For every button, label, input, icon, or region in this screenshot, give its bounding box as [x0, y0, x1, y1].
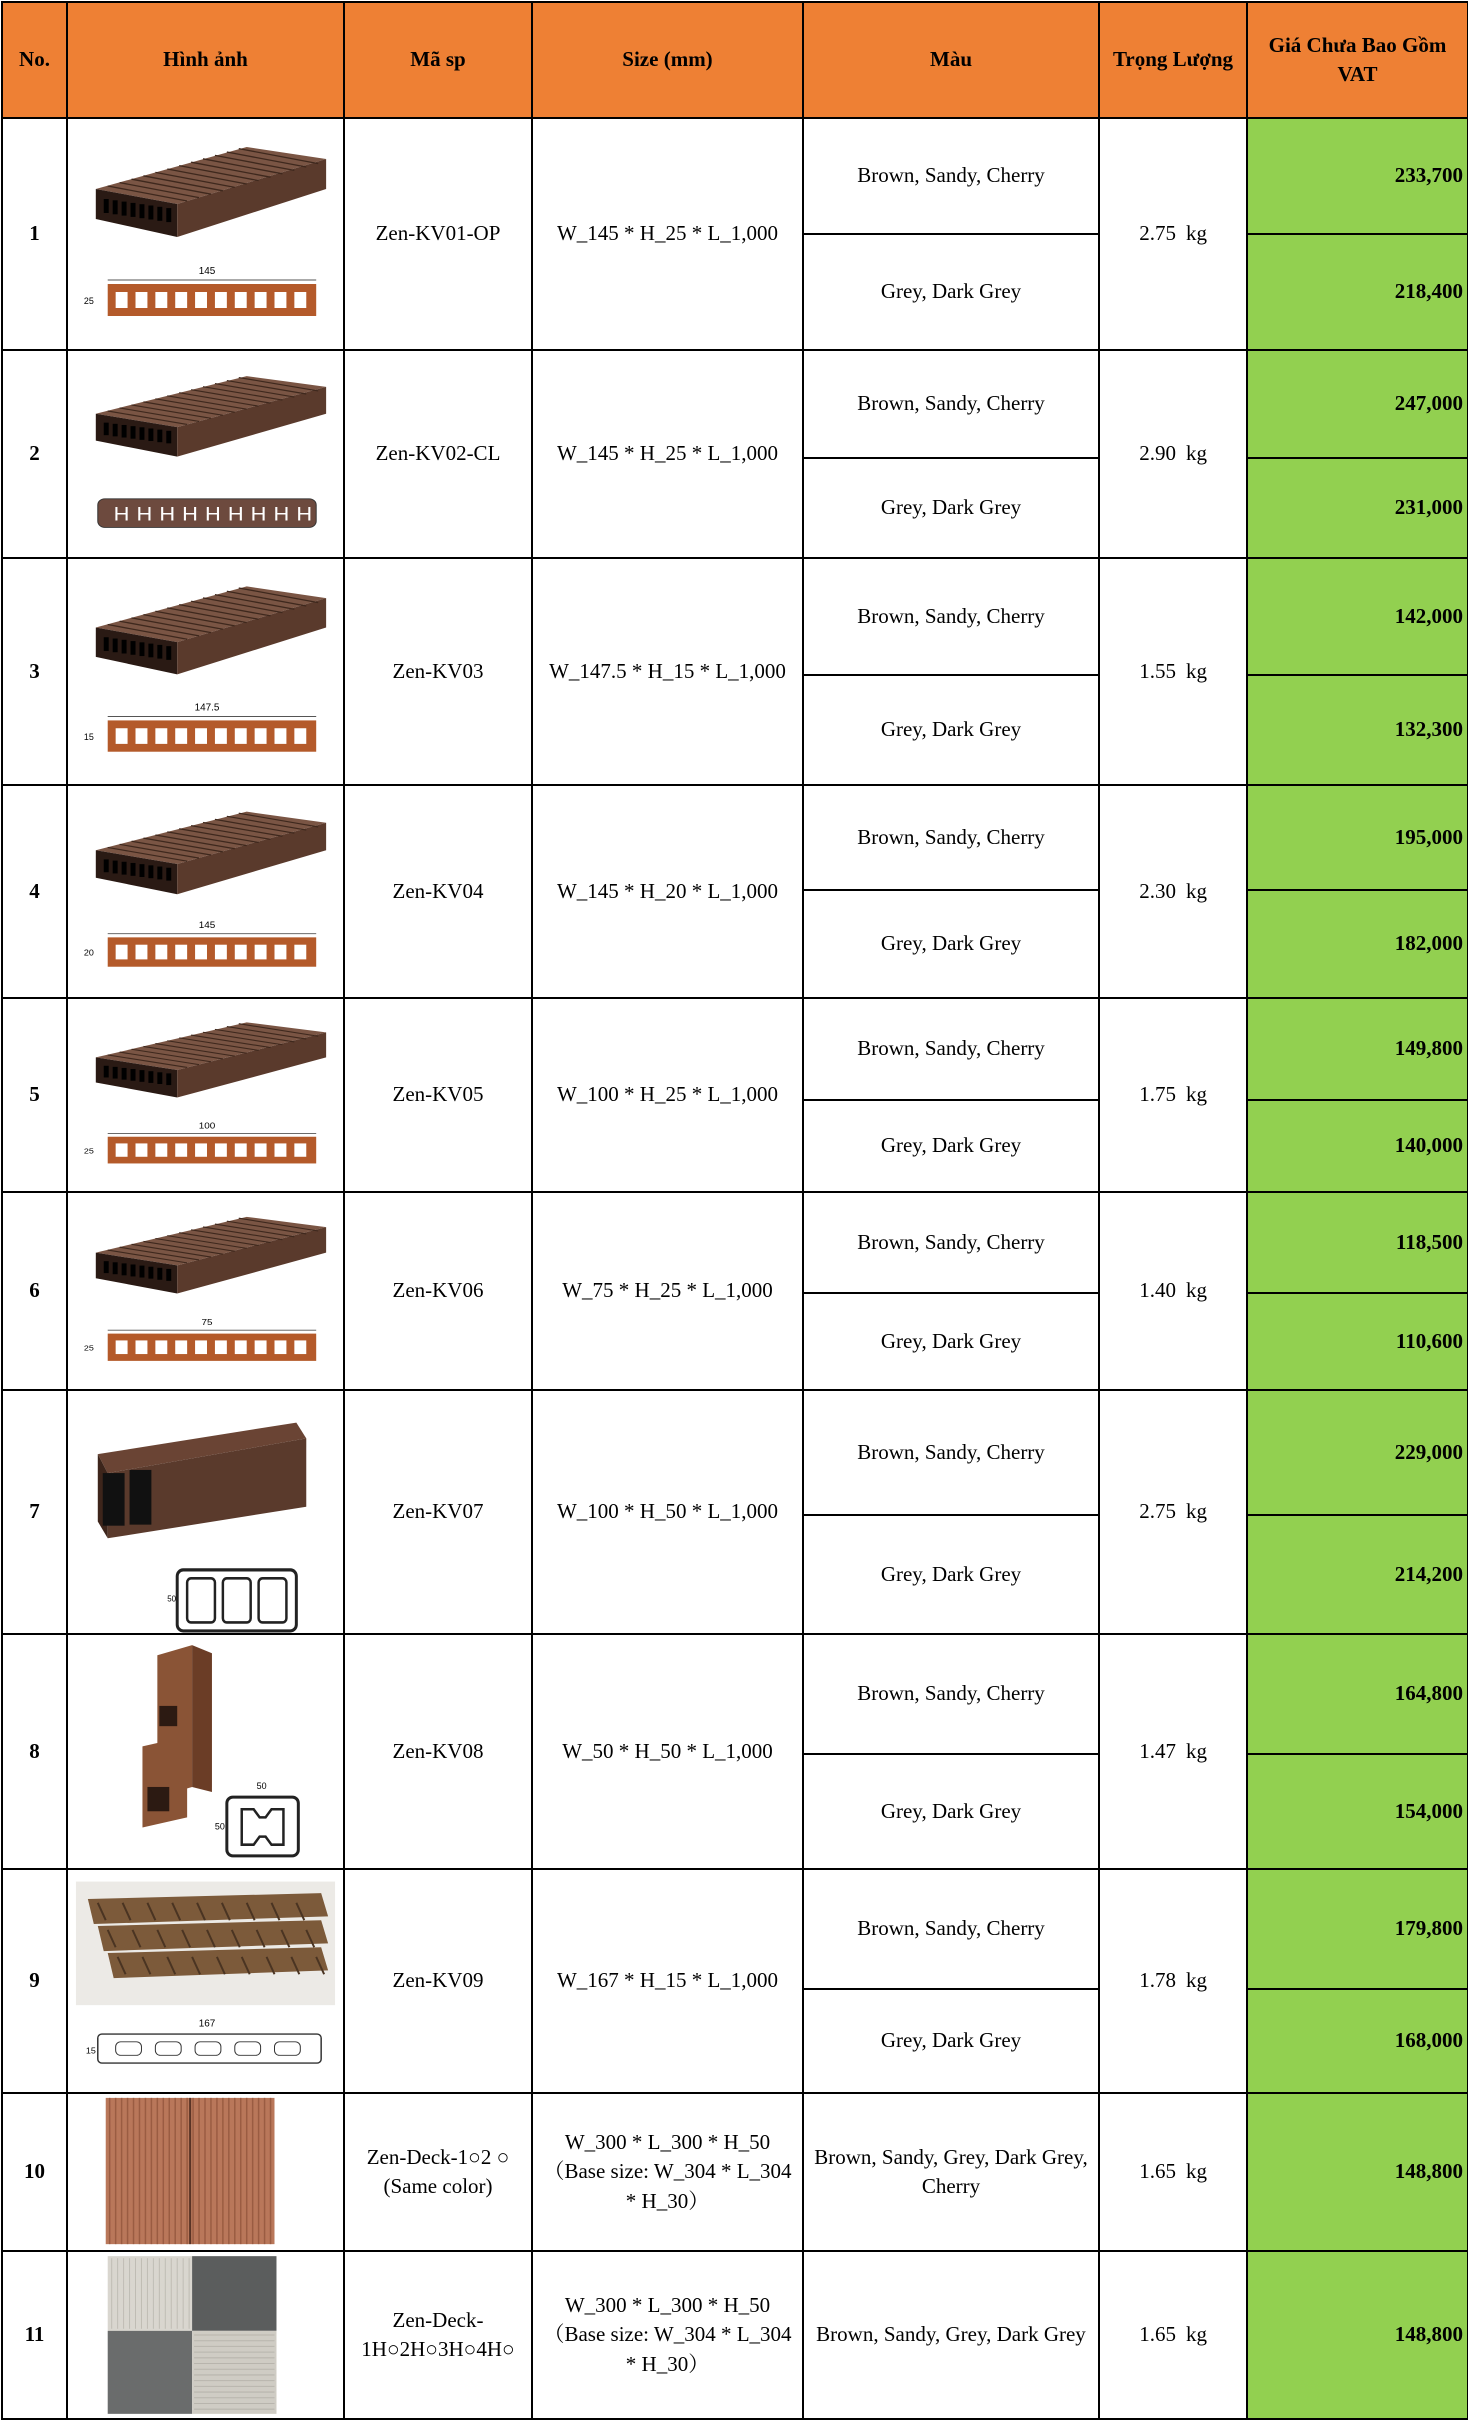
weight-value: 1.65 [1099, 2251, 1180, 2419]
product-image [67, 558, 344, 785]
price-wood: 149,800 [1247, 998, 1468, 1100]
product-size: W_100 * H_50 * L_1,000 [532, 1390, 803, 1634]
weight-unit: kg [1180, 1390, 1247, 1634]
price-grey: 231,000 [1247, 458, 1468, 558]
weight-value: 2.30 [1099, 785, 1180, 998]
color-option-grey: Grey, Dark Grey [803, 890, 1099, 998]
product-size: W_145 * H_25 * L_1,000 [532, 118, 803, 350]
svg-text:H: H [273, 503, 290, 526]
price-wood: 179,800 [1247, 1869, 1468, 1989]
product-image [67, 2251, 344, 2419]
row-number: 2 [2, 350, 67, 558]
decking-board-kv05-icon [68, 999, 343, 1191]
deck-tile-grey-icon [68, 2252, 343, 2418]
product-size: W_147.5 * H_15 * L_1,000 [532, 558, 803, 785]
product-code: Zen-KV07 [344, 1390, 532, 1634]
weight-unit: kg [1180, 2093, 1247, 2251]
product-code: Zen-KV09 [344, 1869, 532, 2093]
weight-value: 2.75 [1099, 1390, 1180, 1634]
color-option-grey: Grey, Dark Grey [803, 234, 1099, 350]
svg-text:25: 25 [83, 1343, 94, 1353]
product-row [2, 558, 1468, 675]
color-options: Brown, Sandy, Grey, Dark Grey [803, 2251, 1099, 2419]
svg-text:15: 15 [85, 2045, 96, 2056]
square-post-kv08-icon [68, 1635, 343, 1868]
product-size: W_145 * H_20 * L_1,000 [532, 785, 803, 998]
weight-value: 1.55 [1099, 558, 1180, 785]
product-row [2, 350, 1468, 458]
weight-value: 1.47 [1099, 1634, 1180, 1869]
product-image [67, 785, 344, 998]
product-image [67, 1634, 344, 1869]
product-code: Zen-KV04 [344, 785, 532, 998]
svg-text:25: 25 [83, 1147, 94, 1156]
product-image [67, 1192, 344, 1390]
product-row [2, 998, 1468, 1100]
svg-text:75: 75 [201, 1317, 213, 1327]
product-size: W_100 * H_25 * L_1,000 [532, 998, 803, 1192]
product-size: W_167 * H_15 * L_1,000 [532, 1869, 803, 2093]
svg-text:H: H [182, 503, 198, 526]
price: 148,800 [1247, 2251, 1468, 2419]
product-size: W_300 * L_300 * H_50 （Base size: W_304 * L_304 * H_30） [532, 2251, 803, 2419]
header-no: No. [2, 2, 67, 118]
svg-text:25: 25 [83, 295, 94, 307]
decking-board-kv04-icon [68, 786, 343, 997]
decking-board-kv06-icon [68, 1193, 343, 1389]
product-size: W_75 * H_25 * L_1,000 [532, 1192, 803, 1390]
product-code: Zen-KV03 [344, 558, 532, 785]
svg-text:H: H [113, 503, 130, 526]
product-price-table [1, 1, 1468, 2420]
row-number: 10 [2, 2093, 67, 2251]
header-price: Giá Chưa Bao Gồm VAT [1247, 2, 1468, 118]
price-wood: 164,800 [1247, 1634, 1468, 1754]
product-image [67, 2093, 344, 2251]
color-option-wood: Brown, Sandy, Cherry [803, 1390, 1099, 1515]
product-row [2, 1634, 1468, 1754]
product-code: Zen-KV08 [344, 1634, 532, 1869]
product-code: Zen-KV02-CL [344, 350, 532, 558]
color-option-wood: Brown, Sandy, Cherry [803, 558, 1099, 675]
color-option-grey: Grey, Dark Grey [803, 458, 1099, 558]
price-grey: 132,300 [1247, 675, 1468, 785]
product-row [2, 1390, 1468, 1515]
header-size: Size (mm) [532, 2, 803, 118]
product-image [67, 1390, 344, 1634]
weight-unit: kg [1180, 1192, 1247, 1390]
weight-unit: kg [1180, 350, 1247, 558]
svg-text:H: H [159, 503, 176, 526]
product-code: Zen-Deck-1○2 ○ (Same color) [344, 2093, 532, 2251]
price-grey: 182,000 [1247, 890, 1468, 998]
color-option-grey: Grey, Dark Grey [803, 675, 1099, 785]
weight-value: 1.40 [1099, 1192, 1180, 1390]
weight-unit: kg [1180, 2251, 1247, 2419]
color-option-wood: Brown, Sandy, Cherry [803, 785, 1099, 890]
product-code: Zen-KV01-OP [344, 118, 532, 350]
svg-text:20: 20 [83, 948, 94, 958]
weight-value: 1.78 [1099, 1869, 1180, 2093]
deck-tile-brown-icon [68, 2094, 343, 2250]
weight-unit: kg [1180, 558, 1247, 785]
header-code: Mã sp [344, 2, 532, 118]
product-code: Zen-KV06 [344, 1192, 532, 1390]
product-size: W_145 * H_25 * L_1,000 [532, 350, 803, 558]
color-option-grey: Grey, Dark Grey [803, 1989, 1099, 2093]
row-number: 1 [2, 118, 67, 350]
product-image [67, 998, 344, 1192]
decking-board-kv01-icon [68, 119, 343, 349]
svg-text:H: H [205, 503, 221, 526]
svg-text:H: H [250, 503, 267, 526]
svg-text:145: 145 [198, 265, 216, 278]
row-number: 6 [2, 1192, 67, 1390]
product-code: Zen-KV05 [344, 998, 532, 1192]
price-grey: 140,000 [1247, 1100, 1468, 1192]
svg-text:145: 145 [198, 920, 216, 932]
weight-unit: kg [1180, 1634, 1247, 1869]
color-option-wood: Brown, Sandy, Cherry [803, 1634, 1099, 1754]
color-option-wood: Brown, Sandy, Cherry [803, 1192, 1099, 1293]
decking-board-kv03-icon [68, 559, 343, 784]
svg-text:50: 50 [167, 1594, 177, 1604]
product-row [2, 2093, 1468, 2251]
weight-unit: kg [1180, 785, 1247, 998]
svg-text:H: H [136, 503, 153, 526]
color-option-wood: Brown, Sandy, Cherry [803, 350, 1099, 458]
weight-value: 2.75 [1099, 118, 1180, 350]
weight-value: 2.90 [1099, 350, 1180, 558]
header-image: Hình ảnh [67, 2, 344, 118]
color-option-grey: Grey, Dark Grey [803, 1100, 1099, 1192]
hollow-beam-kv07-icon [68, 1391, 343, 1633]
price-wood: 195,000 [1247, 785, 1468, 890]
product-image [67, 118, 344, 350]
product-image [67, 350, 344, 558]
header-row [2, 2, 1468, 118]
color-option-grey: Grey, Dark Grey [803, 1515, 1099, 1634]
color-options: Brown, Sandy, Grey, Dark Grey, Cherry [803, 2093, 1099, 2251]
product-row [2, 118, 1468, 234]
weight-value: 1.75 [1099, 998, 1180, 1192]
product-row [2, 1869, 1468, 1989]
svg-text:H: H [227, 503, 244, 526]
product-code: Zen-Deck-1H○2H○3H○4H○ [344, 2251, 532, 2419]
svg-text:147.5: 147.5 [194, 702, 220, 714]
price: 148,800 [1247, 2093, 1468, 2251]
price-grey: 218,400 [1247, 234, 1468, 350]
row-number: 7 [2, 1390, 67, 1634]
svg-text:50: 50 [214, 1821, 225, 1832]
row-number: 8 [2, 1634, 67, 1869]
weight-unit: kg [1180, 118, 1247, 350]
product-image [67, 1869, 344, 2093]
row-number: 4 [2, 785, 67, 998]
svg-text:167: 167 [198, 2018, 216, 2030]
color-option-grey: Grey, Dark Grey [803, 1293, 1099, 1390]
row-number: 9 [2, 1869, 67, 2093]
product-row [2, 1192, 1468, 1293]
product-size: W_300 * L_300 * H_50 （Base size: W_304 * L_304 * H_30） [532, 2093, 803, 2251]
svg-text:100: 100 [198, 1121, 216, 1131]
svg-text:H: H [296, 503, 313, 526]
price-grey: 214,200 [1247, 1515, 1468, 1634]
price-wood: 118,500 [1247, 1192, 1468, 1293]
row-number: 3 [2, 558, 67, 785]
color-option-grey: Grey, Dark Grey [803, 1754, 1099, 1869]
price-wood: 233,700 [1247, 118, 1468, 234]
price-grey: 168,000 [1247, 1989, 1468, 2093]
decking-photo-kv09-icon [68, 1870, 343, 2092]
header-color: Màu [803, 2, 1099, 118]
price-grey: 110,600 [1247, 1293, 1468, 1390]
price-wood: 229,000 [1247, 1390, 1468, 1515]
decking-board-kv02-icon [68, 351, 343, 557]
weight-unit: kg [1180, 998, 1247, 1192]
svg-text:50: 50 [256, 1780, 267, 1792]
weight-unit: kg [1180, 1869, 1247, 2093]
product-row [2, 785, 1468, 890]
color-option-wood: Brown, Sandy, Cherry [803, 118, 1099, 234]
header-weight: Trọng Lượng [1099, 2, 1247, 118]
price-wood: 142,000 [1247, 558, 1468, 675]
product-size: W_50 * H_50 * L_1,000 [532, 1634, 803, 1869]
price-wood: 247,000 [1247, 350, 1468, 458]
color-option-wood: Brown, Sandy, Cherry [803, 998, 1099, 1100]
weight-value: 1.65 [1099, 2093, 1180, 2251]
product-row [2, 2251, 1468, 2419]
row-number: 5 [2, 998, 67, 1192]
svg-text:15: 15 [83, 732, 94, 742]
row-number: 11 [2, 2251, 67, 2419]
color-option-wood: Brown, Sandy, Cherry [803, 1869, 1099, 1989]
price-grey: 154,000 [1247, 1754, 1468, 1869]
